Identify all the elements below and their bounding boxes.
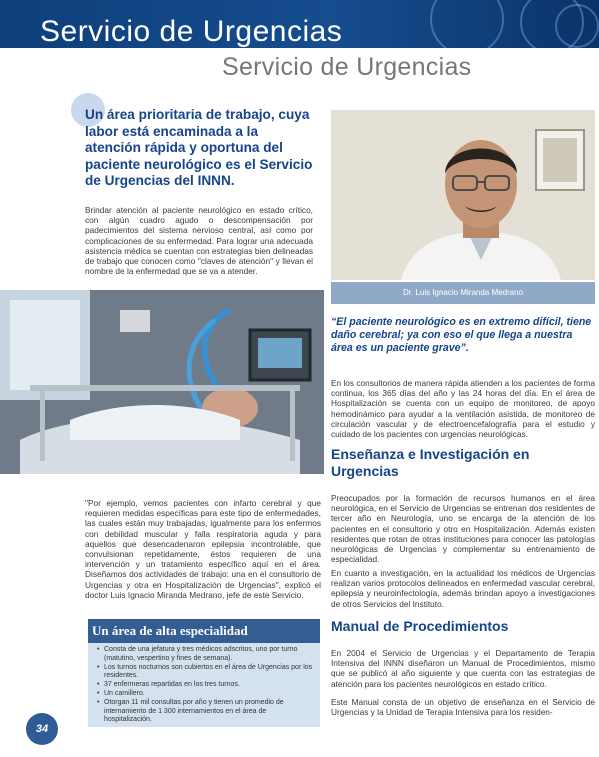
highlight-box-list xyxy=(88,646,320,725)
patient-illustration xyxy=(0,290,324,474)
ensenanza-heading: Enseñanza e Investigación en Urgencias xyxy=(331,446,530,479)
ensenanza-paragraph-2: En cuanto a investigación, en la actualidad los médicos de Urgencias realizan varios protocolos delineados en enfermedad vascular cerebral, epilepsia y neuroinfectología, además brindan apoyo a investigaciones de otros Servicios del Instituto. xyxy=(331,568,595,609)
ejemplo-paragraph: "Por ejemplo, vemos pacientes con infarto cerebral y que requieren medidas específicas para este tipo de enfermedades, las cuales están muy trabajadas, igualmente para los enfermos con debilidad muscular y falla respiratoria aguda y para aquellos que desencadenaron epilepsia incontrolable, que convulsionan repetidamente, éstos requieren de una intervención y un tratamiento específico aquí en el área. Diseñamos dos actividades de trabajo: una en el consultorio de Urgencias y otra en Hospitalización de Urgencias", explicó el doctor Luis Ignacio Miranda Medrano, jefe de este Servicio. xyxy=(85,498,321,600)
doctor-photo xyxy=(331,110,595,280)
list-item: • 37 enfermeras repartidas en los tres turnos. xyxy=(104,681,314,690)
list-item: • Consta de una jefatura y tres médicos adscritos, uno por turno (matutino, vespertino y fines de semana). xyxy=(104,646,314,664)
patient-photo xyxy=(0,290,324,474)
highlight-box-title: Un área de alta especialidad xyxy=(88,619,320,643)
page-number: 34 xyxy=(26,713,58,745)
header-band xyxy=(0,0,599,48)
manual-paragraph-1: En 2004 el Servicio de Urgencias y el Departamento de Terapia Intensiva del INNN diseñaron un Manual de Procedimientos, mismo que se publicó al año siguiente y que cuenta con las estrategias de atención para los pacientes neurológicos en estado crítico. xyxy=(331,648,595,689)
lead-paragraph: Un área prioritaria de trabajo, cuya labor está encaminada a la atención rápida y oportuna del paciente neurológico es el Servicio de Urgencias del INNN. xyxy=(85,107,313,188)
manual-heading: Manual de Procedimientos xyxy=(331,618,509,634)
consultorios-paragraph: En los consultorios de manera rápida atienden a los pacientes de forma continua, los 365 días del año y las 24 horas del día. En el área de Hospitalización se cuenta con un equipo de monitoreo, de apoyo hemodinámico para ayudar a la ventilación asistida, de monitoreo de circulación vascular y de electroencefalografía para el estudio y cuidado de los pacientes con urgencias neurológicas. xyxy=(331,378,595,440)
header-title: Servicio de Urgencias xyxy=(40,15,343,48)
manual-paragraph-2: Este Manual consta de un objetivo de enseñanza en el Servicio de Urgencias y la Unidad de Terapia Intensiva para los residen- xyxy=(331,697,595,718)
list-item: • Otorgan 11 mil consultas por año y tienen un promedio de internamiento de 1 300 internamientos en el área de hospitalización. xyxy=(104,699,314,725)
list-item: • Los turnos nocturnos son cubiertos en el área de Urgencias por los residentes. xyxy=(104,664,314,682)
photo-caption: Dr. Luis Ignacio Miranda Medrano xyxy=(331,282,595,304)
decorative-circle xyxy=(555,4,599,48)
intro-paragraph: Brindar atención al paciente neurológico en estado crítico, con algún cuadro agudo o descompensación por padecimientos del sistema nervioso central, así como por complicaciones de su enfermedad. Para lograr una adecuada asistencia médica se cuentan con estrategias bien delineadas de trabajo que conocen como "claves de atención" y llevan el nombre de la enfermedad que se va a atender. xyxy=(85,205,313,277)
pull-quote: “El paciente neurológico es en extremo difícil, tiene daño cerebral; ya con eso el que llega a nuestra área es un paciente grave”. xyxy=(331,316,592,354)
section-subtitle: Servicio de Urgencias xyxy=(222,53,472,81)
doctor-illustration xyxy=(331,110,595,280)
ensenanza-paragraph-1: Preocupados por la formación de recursos humanos en el área neurológica, en el Servicio de Urgencias se entrenan dos residentes de tercer año en Neurología, uno se encarga de la atención de los pacientes en el consultorio y otro en Hospitalización. Además existen residentes que rotan de otras instituciones para conocer las patologías neurológicas de Urgencias y complementar su entrenamiento de especialidad. xyxy=(331,493,595,565)
decorative-circle xyxy=(430,0,504,48)
list-item: • Un camillero. xyxy=(104,690,314,699)
